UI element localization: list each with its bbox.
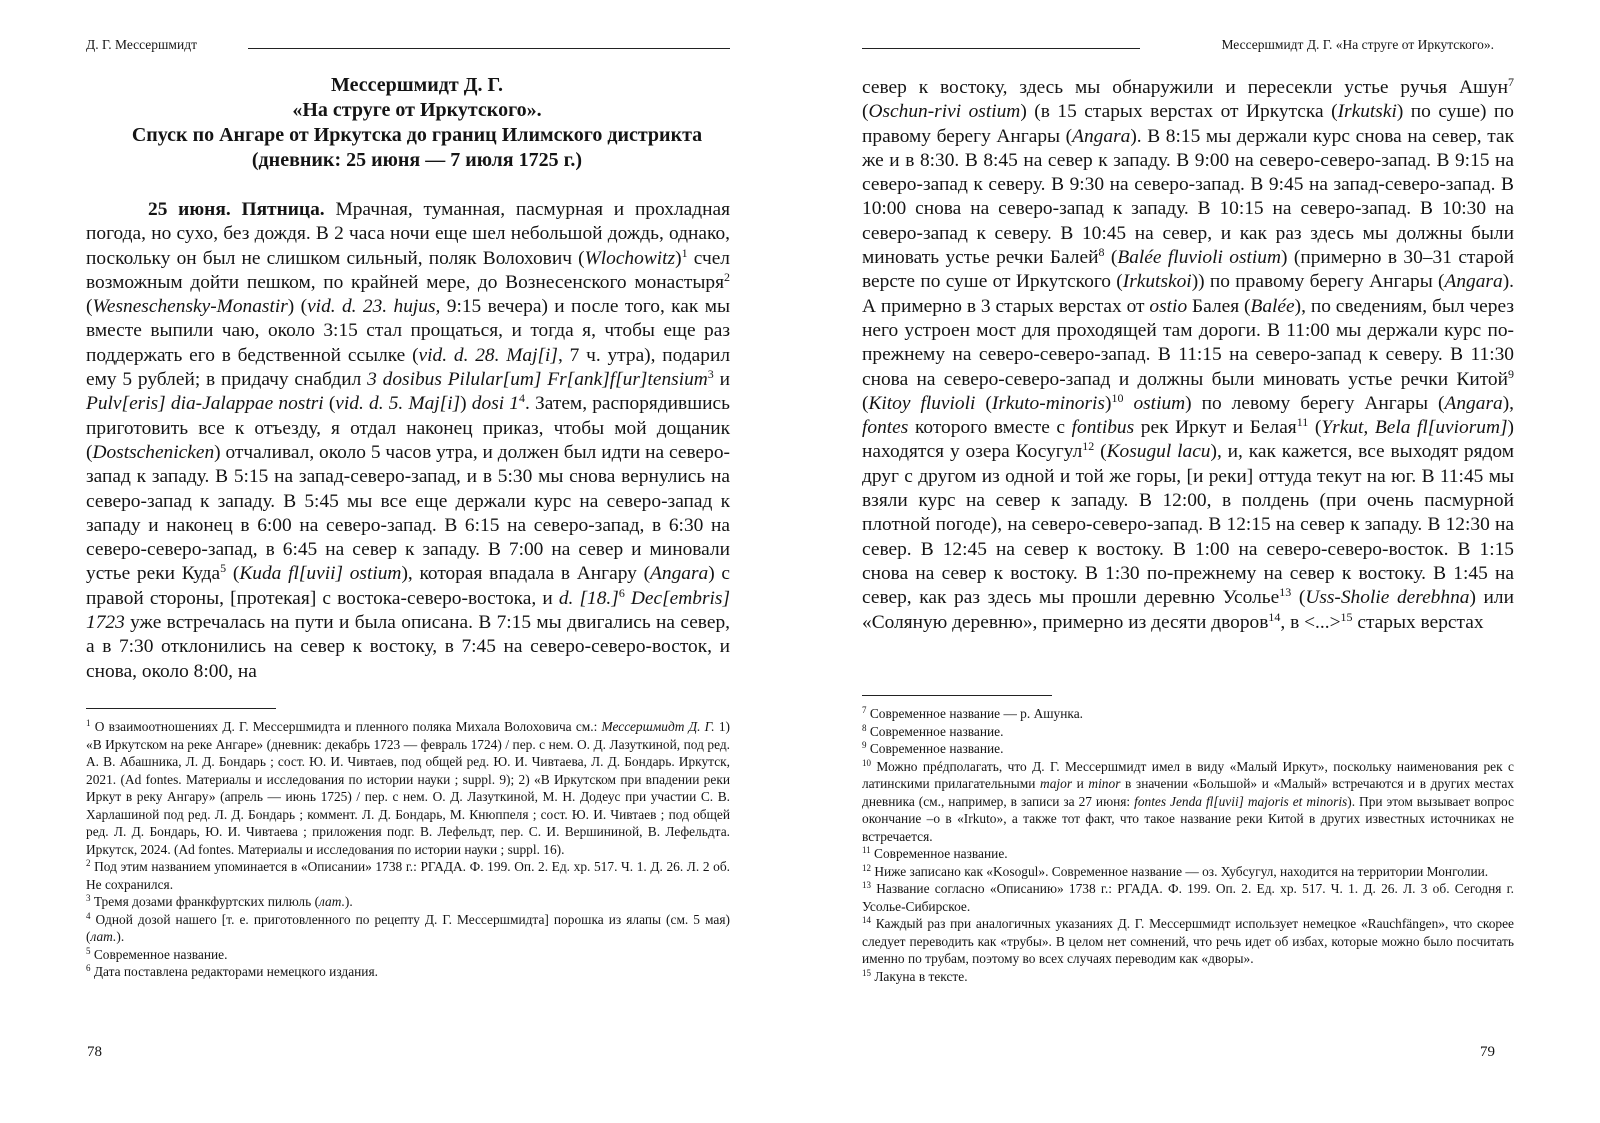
italic-text: minor (1088, 776, 1121, 791)
text-run: ( (1104, 247, 1118, 269)
footnote (86, 858, 730, 893)
article-title (106, 73, 728, 173)
footnote-number: 5 (86, 945, 91, 956)
italic-text: Oschun-rivi ostium (868, 101, 1021, 123)
running-head-title: Мессершмидт Д. Г. «На струге от Иркутского». (1221, 37, 1494, 52)
text-run: ) (460, 393, 472, 415)
footnote-ref: 10 (1111, 390, 1124, 405)
footnote (86, 911, 730, 946)
italic-text: Angara (1444, 271, 1503, 293)
text-run: Тремя дозами франкфуртских пилюль ( (90, 894, 320, 909)
main-text (86, 198, 730, 684)
text-run: ( (1094, 441, 1107, 463)
italic-text: Angara (1072, 125, 1131, 147)
text-run: , 7 ч. утра), подарил ему 5 рублей; в придачу снабдил (86, 344, 730, 391)
footnote-number: 9 (862, 740, 867, 750)
footnote-ref: 1 (681, 245, 688, 260)
text-run: ( (862, 101, 869, 123)
text-run: старых верстах (1352, 611, 1484, 633)
text-run: . Затем, распорядившись приготовить все к отъезду, я отдал наконец приказ, чтобы мой дощаник ( (86, 393, 730, 463)
footnote-ref: 6 (618, 585, 625, 600)
italic-text: Kuda fl[uvii] ostium (239, 563, 402, 585)
text-run: Мрачная, туманная, пасмурная и прохладная погода, но сухо, без дождя. В 2 часа ночи еще шел небольшой дождь, однако, поскольку он был не слишком сильный, поляк Волохович ( (86, 199, 730, 269)
text-run: уже встречалась на пути и была описана. В 7:15 мы двигались на север, а в 7:30 отклонились на север к востоку, в 7:45 на северо-северо-восток, и снова, около 8:00, на (86, 612, 730, 682)
italic-text: Yrkut, Bela fl[uviorum] (1321, 417, 1508, 439)
text-run: ) ( (287, 296, 308, 318)
italic-text: Balée fluvioli ostium (1117, 247, 1281, 269)
footnote-ref: 7 (1508, 75, 1514, 89)
text-run: ( (323, 393, 336, 415)
italic-text: Angara (650, 563, 709, 585)
text-run: ), и, как кажется, все выходят рядом друг с другом из одной и той же горы, [и реки] оттуда текут на юг. В 11:45 мы взяли курс на север к западу. В 12:00, в полдень (при очень пасмурной плотной погоде), на северо-северо-запад. В 12:15 на север к западу. В 12:30 на север. В 12:45 на север к востоку. В 1:00 на северо-северо-восток. В 1:15 снова на север к востоку. В 1:30 по-прежнему на север к востоку. В 1:45 на север, как раз здесь мы прошли деревню Усолье (862, 441, 1514, 609)
footnote-number: 6 (86, 963, 91, 973)
text-run: ( (1308, 417, 1322, 439)
footnotes (86, 718, 730, 981)
text-run: Современное название. (866, 741, 1004, 756)
footnote (86, 718, 730, 858)
italic-text: Irkuto-minoris (991, 392, 1105, 414)
footnote-ref: 13 (1279, 585, 1292, 600)
footnote-number: 2 (86, 858, 91, 868)
text-run: Современное название. (90, 946, 228, 962)
italic-text: Pulv[eris] dia-Jalappae nostri (86, 393, 324, 415)
title-line: (дневник: 25 июня — 7 июля 1725 г.) (251, 149, 583, 171)
text-run: ) по суше) по правому берегу Ангары ( (862, 101, 1514, 147)
text-run: ), (1502, 392, 1515, 414)
footnote-ref: 9 (1508, 366, 1514, 381)
footnote-ref: 11 (1296, 415, 1309, 430)
footnote-number: 12 (862, 862, 871, 873)
text-run: север к востоку, здесь мы обнаружили и пересекли устье ручья Ашун (862, 77, 1508, 98)
italic-text: vid. d. 5. Maj[i] (335, 393, 461, 415)
text-run: и (1072, 776, 1089, 791)
footnote (862, 723, 1514, 741)
text-run: ) или «Соляную деревню», примерно из десяти дворов (862, 587, 1514, 633)
footnote-number: 10 (862, 757, 871, 768)
italic-text: Dec[embris] 1723 (86, 587, 731, 634)
text-run: )) по правому берегу Ангары ( (1191, 271, 1445, 293)
italic-text: Uss-Sholie derebhna (1305, 587, 1470, 609)
italic-text: Wlochowitz (584, 247, 676, 269)
italic-text: Irkutskoi (1122, 271, 1192, 293)
text-run: ). (116, 929, 125, 944)
text-run: Одной дозой нашего [т. е. приготовленного по рецепту Д. Г. Мессершмидта] порошка из ялапы (см. 5 мая) ( (86, 911, 730, 944)
text-run: Лакуна в тексте. (871, 968, 968, 984)
diary-continuation-paragraph (862, 76, 1514, 635)
footnote-number: 15 (862, 967, 871, 978)
text-run: Под этим названием упоминается в «Описании» 1738 г.: РГАДА. Ф. 199. Оп. 2. Ед. хр. 517. Ч. 1. Д. 26. Л. 2 об. Не сохранился. (86, 859, 730, 892)
text-run: которого вместе с (908, 417, 1072, 439)
italic-text: d. [18.] (558, 587, 619, 609)
text-run: ) по левому берегу Ангары ( (1185, 392, 1445, 414)
italic-text: Dostschenicken (92, 441, 215, 463)
text-run: О взаимоотношениях Д. Г. Мессершмидта и пленного поляка Михала Волоховича см.: (90, 719, 602, 734)
footnote-number: 3 (86, 893, 91, 903)
italic-text: лат. (319, 894, 345, 909)
page-number: 78 (87, 1044, 102, 1060)
text-run: , в <...> (1280, 611, 1341, 633)
text-run: ) (в 15 старых верстах от Иркутска ( (1020, 101, 1338, 123)
footnote-number: 11 (862, 845, 871, 855)
text-run: ). При этом вызывает вопрос окончание –о в «Irkuto», а также тот факт, что такое название реки Китой в других известных источниках не встречается. (862, 793, 1514, 844)
italic-text: Wesneschensky-Monastir (92, 296, 288, 318)
footnote-ref: 4 (519, 391, 525, 406)
footnote (862, 705, 1514, 723)
footnote-number: 1 (86, 718, 91, 728)
entry-text (86, 199, 730, 682)
footnote (86, 946, 730, 964)
text-run: ) отчаливал, около 5 часов утра, и должен был идти на северо-запад к западу. В 5:15 на запад-северо-запад, и в 5:30 мы снова вернулись на северо-запад к западу. В 5:45 мы все еще держали курс на северо-запад к западу и наконец в 6:00 на северо-запад. В 6:15 на северо-запад, в 6:30 на северо-северо-запад, в 6:45 на север к западу. В 7:00 на север и миновали устье реки Куда (86, 441, 730, 585)
italic-text: Balée (1250, 295, 1295, 317)
entry-text (862, 77, 1514, 633)
main-text (862, 76, 1514, 635)
text-run: рек Иркут и Белая (1134, 417, 1297, 439)
text-run: 9:15 вечера) и после того, как мы вместе выпили чаю, около 3:15 стал прощаться, и тогда я, чтобы еще раз поддержать его в бедственной ссылке ( (86, 296, 730, 366)
footnote-number: 7 (862, 705, 867, 715)
header-rule (248, 48, 730, 49)
footnotes (862, 705, 1514, 985)
italic-text: Kitoy fluvioli (868, 392, 976, 414)
text-run: счел возможным дойти пешком, по крайней мере, до Вознесенского монастыря (86, 247, 730, 293)
text-run: Можно прéдполагать, что Д. Г. Мессершмидт имел в виду «Малый Иркут», поскольку наименования рек с латинскими прилагательными (862, 758, 1514, 791)
footnote-ref: 12 (1082, 439, 1095, 454)
italic-text: vid. d. 28. Maj[i] (418, 344, 558, 366)
text-run: ( (226, 563, 240, 585)
italic-text: Irkutski (1337, 101, 1397, 123)
footnote (862, 880, 1514, 915)
footnote (862, 915, 1514, 968)
text-run: ( (86, 296, 93, 318)
text-run: ) (примерно в 30–31 старой версте по суше от Иркутского ( (862, 247, 1515, 293)
title-line: Мессершмидт Д. Г. (331, 74, 503, 96)
footnote-ref: 15 (1340, 609, 1353, 624)
footnote-number: 13 (862, 880, 871, 890)
footnote (862, 863, 1514, 881)
text-run: 1) «В Иркутском на реке Ангаре» (дневник: декабрь 1723 — февраль 1724) / пер. с нем. О. Д. Лазуткиной, под ред. А. В. Абашника, Л. Д. Бондарь ; сост. Ю. И. Чивтаев, под общей ред. Ю. И. Чивтаева, Л. Д. Бондарь. Иркутск, 2021. (Ad fontes. Материалы и исследования по истории науки ; suppl. 9); 2) «В Иркутском при впадении реки Иркут в реку Ангару» (апрель — июнь 1725) / пер. с нем. О. Д. Лазуткиной, М. Н. Додеус при участии С. В. Харлашиной под ред. Л. Д. Бондарь ; коммент. Л. Д. Бондарь, М. Кнюппеля ; сост. Ю. И. Чивтаев ; под общей ред. Л. Д. Бондарь, Ю. И. Чивтаева ; приложения подг. В. Лефельдт, пер. С. И. Вершининой, В. Лефельдта. Иркутск, 2024. (Ad fontes. Материалы и исследования по истории науки ; suppl. 16). (86, 719, 730, 857)
text-run: ( (1291, 587, 1306, 609)
right-page (800, 0, 1600, 1123)
text-run: Балея ( (1187, 295, 1251, 317)
italic-text: ostium (1133, 392, 1186, 414)
footnote-rule (862, 695, 1052, 696)
text-run: ). (344, 894, 353, 909)
text-run (1123, 393, 1133, 414)
footnote (86, 893, 730, 911)
text-run: ) находятся у озера Косугул (862, 417, 1514, 463)
running-head-author: Д. Г. Мессершмидт (86, 37, 197, 52)
italic-text: 3 dosibus Pilular[um] Fr[ank]f[ur]tensium (367, 369, 708, 391)
text-run: ). В 8:15 мы держали курс снова на север, так же и в 8:30. В 8:45 на север к западу. В 9:00 на северо-северо-запад. В 9:15 на северо-запад к северу. В 9:30 на северо-запад. В 9:45 на запад-северо-запад. В 10:00 снова на северо-запад к западу. В 10:15 на северо-запад. В 10:30 на северо-запад к северу. В 10:45 на север, и как раз здесь мы должны были миновать устье речки Балей (862, 125, 1514, 269)
italic-text: Мессершмидт Д. Г. (601, 719, 715, 734)
text-run: Название согласно «Описанию» 1738 г.: РГАДА. Ф. 199. Оп. 2. Ед. хр. 517. Ч. 1. Д. 26. Л. 3 об. Сегодня г. Усолье-Сибирское. (862, 881, 1514, 914)
footnote-ref: 14 (1268, 609, 1281, 624)
italic-text: vid. d. 23. hujus, (307, 296, 441, 318)
text-run: ( (862, 392, 869, 414)
diary-entry-paragraph (86, 198, 730, 684)
footnote (862, 740, 1514, 758)
footnote-ref: 2 (724, 269, 730, 284)
footnote-rule (86, 708, 276, 709)
italic-text: fontes (862, 417, 909, 439)
date-heading: 25 июня. Пятница. (148, 199, 325, 220)
italic-text: ostio (1149, 295, 1188, 317)
text-run: Современное название. (870, 846, 1008, 861)
page-number: 79 (1480, 1044, 1495, 1060)
text-run: ), которая впадала в Ангару ( (401, 563, 651, 585)
footnote-number: 8 (862, 722, 867, 733)
footnote (862, 758, 1514, 846)
footnote (862, 845, 1514, 863)
title-line: «На струге от Иркутского». (292, 99, 542, 121)
text-run: ), по сведениям, был через него устроен мост для проходящей там дороги. В 11:00 мы держали курс по-прежнему на северо-северо-запад. В 11:15 на северо-запад к северу. В 11:30 снова на северо-северо-запад и должны были миновать устье речки Китой (862, 295, 1514, 390)
italic-text: Angara (1444, 392, 1503, 414)
text-run: Современное название. (866, 723, 1004, 739)
text-run: ) (675, 247, 682, 269)
text-run: Дата поставлена редакторами немецкого издания. (90, 964, 378, 979)
text-run: ) с правой стороны, [протекая] с востока-северо-востока, и (86, 563, 731, 609)
text-run: ) (1104, 392, 1112, 414)
title-line: Спуск по Ангаре от Иркутска до границ Илимского дистрикта (131, 124, 703, 146)
italic-text: Kosugul lacu (1106, 441, 1211, 463)
italic-text: dosi 1 (471, 393, 519, 415)
footnote-ref: 3 (707, 367, 714, 382)
footnote (86, 963, 730, 981)
text-run: Ниже записано как «Kosogul». Современное название — оз. Хубсугул, находится на территории Монголии. (871, 863, 1489, 879)
footnote-number: 4 (86, 910, 91, 921)
italic-text: major (1040, 776, 1073, 791)
footnote (862, 968, 1514, 986)
italic-text: лат. (90, 929, 117, 944)
italic-text: fontes Jenda fl[uvii] majoris et minoris (1134, 793, 1348, 809)
text-run: в значении «Большой» и «Малый» встречаются и в других местах дневника (см., например, в записи за 27 июня: (862, 776, 1514, 809)
text-run: Современное название — р. Ашунка. (866, 706, 1084, 721)
italic-text: fontibus (1071, 417, 1135, 439)
text-run: ( (975, 392, 992, 414)
footnote-number: 14 (862, 915, 871, 925)
footnote-ref: 5 (220, 561, 227, 576)
header-rule (862, 48, 1140, 49)
footnote-ref: 8 (1098, 245, 1105, 260)
text-run: и (713, 369, 730, 391)
text-run: Каждый раз при аналогичных указаниях Д. Г. Мессершмидт использует немецкое «Rauchfängen», что скорее следует переводить как «трубы». В целом нет сомнений, что речь идет об избах, которые можно было посчитать именно по трубам, поэтому во всех случаях переводим как «дворы». (862, 916, 1514, 966)
text-run: ). А примерно в 3 старых верстах от (862, 271, 1514, 317)
